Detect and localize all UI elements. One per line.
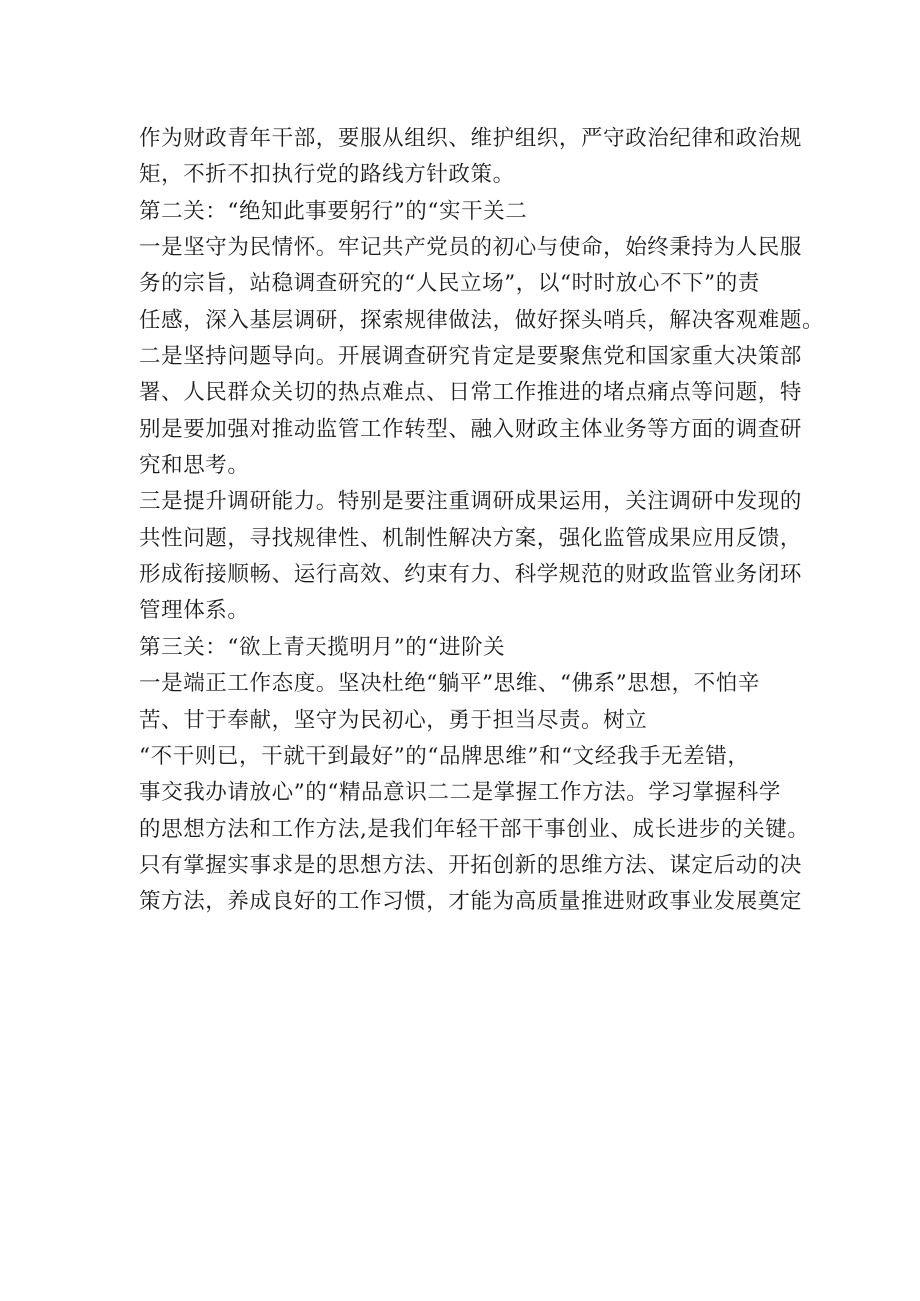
text-line: 形成衔接顺畅、运行高效、约束有力、科学规范的财政监管业务闭环 [139,562,803,588]
text-line: 作为财政青年干部，要服从组织、维护组织，严守政治纪律和政治规 [139,126,803,151]
document-body [139,122,825,922]
section-heading: 第三关：“欲上青天揽明月”的“进阶关 [139,634,506,660]
text-line: 署、人民群众关切的热点难点、日常工作推进的堵点痛点等问题，特 [139,380,803,406]
text-line: 一是坚守为民情怀。牢记共产党员的初心与使命，始终秉持为人民服 [139,235,803,261]
text-line: 苦、甘于奉献，坚守为民初心，勇于担当尽责。树立 [139,707,648,733]
text-line: 只有掌握实事求是的思想方法、开拓创新的思维方法、谋定后动的决 [139,852,803,878]
text-line: 任感，深入基层调研，探索规律做法，做好探头哨兵，解决客观难题。 [139,307,825,333]
section-heading: 第二关：“绝知此事要躬行”的“实干关二 [139,198,528,224]
text-line: 事交我办请放心”的“精品意识二二是掌握工作方法。学习掌握科学 [139,780,781,806]
text-line: 究和思考。 [139,453,250,479]
text-line: 共性问题，寻找规律性、机制性解决方案，强化监管成果应用反馈， [139,525,803,551]
text-line: 别是要加强对推动监管工作转型、融入财政主体业务等方面的调查研 [139,416,803,442]
text-line: 策方法，养成良好的工作习惯，才能为高质量推进财政事业发展奠定 [139,889,803,915]
text-line: 管理体系。 [139,598,250,624]
text-line: 三是提升调研能力。特别是要注重调研成果运用，关注调研中发现的 [139,489,803,515]
text-line: 一是端正工作态度。坚决杜绝“躺平”思维、“佛系”思想，不怕辛 [139,671,760,697]
text-line: 的思想方法和工作方法,是我们年轻干部干事创业、成长进步的关键。 [139,816,810,842]
text-line: “不干则已，干就干到最好”的“品牌思维”和“文经我手无差错， [139,743,750,769]
text-line: 矩，不折不扣执行党的路线方针政策。 [139,162,515,188]
text-line: 务的宗旨，站稳调查研究的“人民立场”，以“时时放心不下”的责 [139,271,760,297]
text-line: 二是坚持问题导向。开展调查研究肯定是要聚焦党和国家重大决策部 [139,344,803,370]
